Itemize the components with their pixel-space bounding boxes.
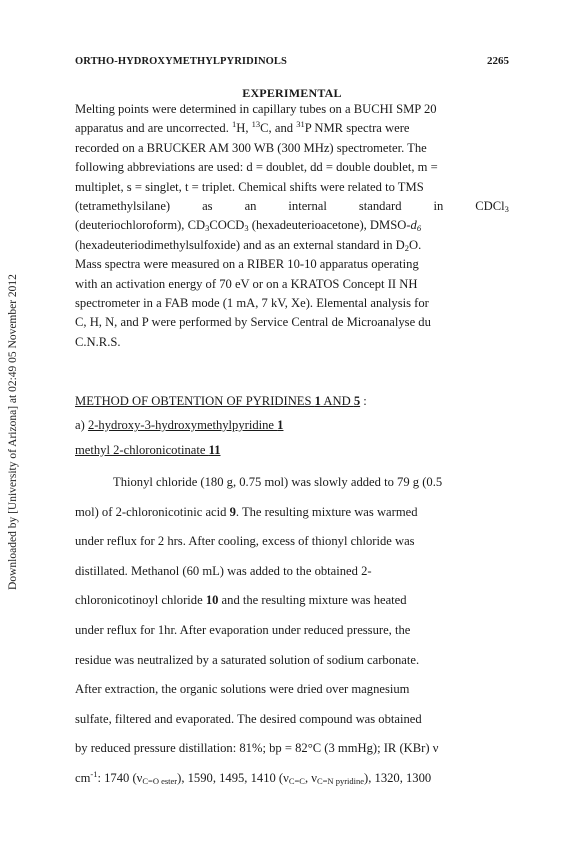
page-number: 2265 xyxy=(487,55,509,67)
page-header xyxy=(75,55,509,67)
text-line-justified: (tetramethylsilane) as an internal standard in CDCl$_3$ xyxy=(75,198,509,214)
text-line: (hexadeuteriodimethylsulfoxide) and as an external standard in $D_2O$. xyxy=(75,237,422,253)
text-line: under reflux for 2 hrs. After cooling, excess of thionyl chloride was xyxy=(75,534,415,549)
text-line: spectrometer in a FAB mode (1 mA, 7 kV, Xe). Elemental analysis for xyxy=(75,295,429,310)
text-line: under reflux for 1hr. After evaporation under reduced pressure, the xyxy=(75,622,411,637)
text-line: by reduced pressure distillation: 81%; bp = 82°C (3 mmHg); IR (KBr) ν xyxy=(75,741,439,756)
text-line: Melting points were determined in capillary tubes on a BUCHI SMP 20 xyxy=(75,102,437,116)
text-line: following abbreviations are used: d = doublet, dd = double doublet, m = xyxy=(75,160,438,175)
text-line: C.N.R.S. xyxy=(75,334,121,349)
procedure-paragraph xyxy=(75,468,509,794)
download-watermark xyxy=(0,232,26,632)
text-line: $cm^{-1}$: 1740 $(\nu_{C=O ester})$, 1590, 1495, 1410 ($\nu_{C=C}$, $\nu_{C=N pyridine}$), 1320, 1300 xyxy=(75,768,432,786)
text-line: sulfate, filtered and evaporated. The desired compound was obtained xyxy=(75,711,422,726)
download-watermark-text: Downloaded by [University of Arizona] at 02:49 05 November 2012 xyxy=(7,274,19,590)
text-line: After extraction, the organic solutions were dried over magnesium xyxy=(75,682,410,697)
text-line: mol) of 2-chloronicotinic acid 9. The resulting mixture was warmed xyxy=(75,504,418,519)
experimental-paragraph xyxy=(75,100,509,352)
text-line: with an activation energy of 70 eV or on a KRATOS Concept II NH xyxy=(75,276,418,291)
subheading-compound-1: a) 2-hydroxy-3-hydroxymethylpyridine 1 xyxy=(75,418,284,432)
subheading-compound-11: methyl 2-chloronicotinate 11 xyxy=(75,443,221,457)
text-line: (deuteriochloroform), $CD_3COCD_3$ (hexadeuterioacetone), DMSO-$d_6$ xyxy=(75,218,422,234)
text-line: chloronicotinoyl chloride 10 and the resulting mixture was heated xyxy=(75,593,407,608)
running-title: ORTHO-HYDROXYMETHYLPYRIDINOLS xyxy=(75,56,287,67)
text-line: Thionyl chloride (180 g, 0.75 mol) was slowly added to 79 g (0.5 xyxy=(113,475,443,489)
text-line: Mass spectra were measured on a RIBER 10-10 apparatus operating xyxy=(75,257,419,272)
method-heading: METHOD OF OBTENTION OF PYRIDINES 1 AND 5 : xyxy=(75,394,367,408)
text-line: multiplet, s = singlet, t = triplet. Chemical shifts were related to TMS xyxy=(75,179,424,194)
section-title: EXPERIMENTAL xyxy=(242,86,342,100)
text-line: C, H, N, and P were performed by Service Central de Microanalyse du xyxy=(75,315,431,330)
text-line: apparatus and are uncorrected. $^1$H, $^{13}$C, and $^{31}$P NMR spectra were xyxy=(75,119,410,136)
text-line: recorded on a BRUCKER AM 300 WB (300 MHz) spectrometer. The xyxy=(75,140,427,155)
text-line: distillated. Methanol (60 mL) was added to the obtained 2- xyxy=(75,563,372,578)
text-line: residue was neutralized by a saturated solution of sodium carbonate. xyxy=(75,652,420,667)
